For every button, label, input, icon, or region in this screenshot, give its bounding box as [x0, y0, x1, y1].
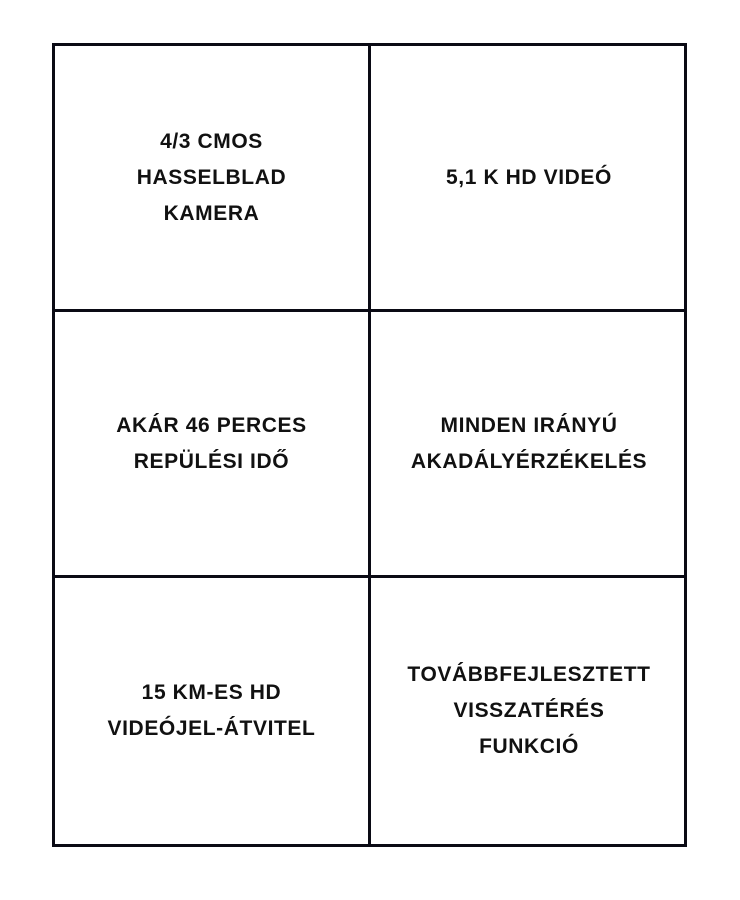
feature-cell-video [371, 46, 687, 312]
feature-cell-obstacle-sensing [371, 312, 687, 578]
feature-cell-camera [55, 46, 371, 312]
feature-label-transmission: 15 KM-ES HD VIDEÓJEL-ÁTVITEL [107, 681, 316, 740]
feature-cell-transmission [55, 578, 371, 844]
feature-label-obstacle-sensing: MINDEN IRÁNYÚ AKADÁLYÉRZÉKELÉS [410, 413, 648, 473]
feature-label-flight-time: AKÁR 46 PERCES REPÜLÉSI IDŐ [116, 413, 307, 473]
feature-cell-flight-time [55, 312, 371, 578]
feature-label-camera: 4/3 CMOS HASSELBLAD KAMERA [136, 129, 287, 225]
feature-cell-return-to-home [371, 578, 687, 844]
feature-label-return-to-home: TOVÁBBFEJLESZTETT VISSZATÉRÉS FUNKCIÓ [407, 663, 651, 758]
feature-grid [52, 43, 687, 847]
feature-label-video: 5,1 K HD VIDEÓ [446, 165, 612, 189]
